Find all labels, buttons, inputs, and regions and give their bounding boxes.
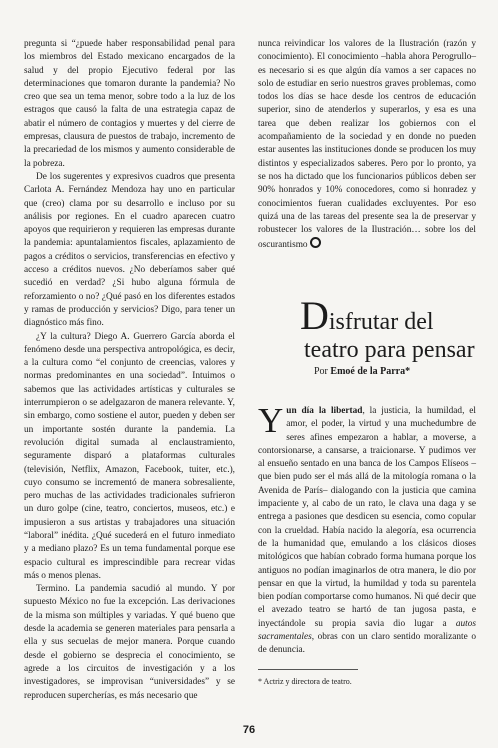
paragraph: [258, 38, 476, 253]
article-body: [258, 401, 476, 658]
drop-cap: Y: [258, 401, 284, 440]
title-line-2: teatro para pensar: [304, 337, 475, 363]
byline: [314, 366, 484, 377]
author-name: Emoé de la Parra*: [330, 366, 411, 377]
title-initial: D: [300, 293, 329, 338]
footnote-divider: [258, 669, 358, 670]
paragraph: De los sugerentes y expresivos cuadros que presenta Carlota A. Fernández Mendoza hay uno en particular que (creo) clama por su desarrollo e incluso por su análisis por regiones. En el cuadro aparecen cuatro apoyos que requirieron y requieren las empresas durante la pandemia: apuntalamientos fiscales, aplazamiento de pagos a créditos o servicios, transferencias en efectivo y acceso a créditos nuevos. ¿No deberíamos saber qué sucedió en verdad? ¿Si hubo alguna fórmula de reforzamiento o no? ¿Qué pasó en los diferentes estados y ramas de producción y servicios? Digo, para tener un diagnóstico más fino.: [24, 171, 235, 329]
italic-phrase: autos sacramentales: [258, 618, 476, 643]
end-of-article-mark-icon: [310, 237, 321, 248]
title-line-1: isfrutar del: [328, 309, 434, 335]
left-column: [24, 38, 235, 703]
body-text: , la justicia, la humildad, el amor, el poder, la virtud y una muchedumbre de seres afines empezaron a hablar, a moverse, a contorsionarse, a cansarse, a traicionarse. Y pudimos ver al ensueño sentado en una banca de los Campos Elíseos –que bien pudo ser el más allá de la mitología romana o la Avenida de París– dialogando con la justicia que camina impaciente y, al cabo de un rato, le clava una daga y se entrega a pasiones que desdicen su esencia, como copular con la crueldad. Había nacido la alegoría, esa ocurrencia de la humanidad que, emulando a los clásicos dioses mitológicos que habían cobrado forma humana porque los antiguos no podían imaginarlos de otra manera, le dio por pensar en que la virtud, la humildad y toda su parentela bien podían comportarse como humanos. Ni qué decir que el avezado teatro se hartó de tan jugosa pasta, e inyectándole su propia savia dio lugar a: [258, 406, 476, 629]
article-title: [300, 293, 480, 364]
footnote: * Actriz y directora de teatro.: [258, 677, 352, 686]
right-column-continuation: [258, 38, 476, 253]
paragraph: [258, 401, 476, 658]
lead-in: un día la libertad: [286, 406, 363, 416]
paragraph: pregunta si “¿puede haber responsabilidad penal para los miembros del Estado mexicano encargados de la salud y del propio Ejecutivo federal por las determinaciones que tomaron durante la pandemia? No creo que sea un tema menor, sobre todo a la luz de los estragos que causó la falta de una estrategia capaz de abatir el número de contagios y muertes y del cierre de empresas, clausura de puestos de trabajo, incremento de la precariedad de los mismos y aumento considerable de la pobreza.: [24, 39, 235, 169]
paragraph: ¿Y la cultura? Diego A. Guerrero García aborda el fenómeno desde una perspectiva antropológica, es decir, a la cultura como “el conjunto de creencias, valores y normas predominantes en una sociedad”. Intuimos o sabemos que las actividades artísticas y culturales se interrumpieron o se adelgazaron de manera relevante. Y, sin embargo, como sostiene el autor, pueden y deben ser un importante sostén durante la pandemia. La revolución digital sumada al enclaustramiento, seguramente disparó a plataformas culturales (televisión, Netflix, Amazon, Facebook, tuiter, etc.), cuyo consumo se incrementó de manera sobresaliente, pero muchas de las actividades tradicionales sufrieron un duro golpe (cine, teatro, conciertos, museos, etc.) e impusieron a sus artistas y trabajadores una situación “laboral” inédita. ¿Qué sucederá en el futuro inmediato y a mediano plazo? Es un tema fundamental porque ese espacio cultural es imprescindible para recrear vidas más o menos plenas.: [24, 331, 235, 581]
byline-prefix: Por: [314, 366, 328, 377]
paragraph: Termino. La pandemia sacudió al mundo. Y por supuesto México no fue la excepción. Las derivaciones de la misma son múltiples y variadas. Y qué bueno que desde la academia se generen materiales para pensarla a ella y sus secuelas de mejor manera. Porque cuando desde el gobierno se desprecia el conocimiento, se agrede a los circuitos de investigación y a los investigadores, se improvisan “universidades” y se reproducen supercherías, es más necesario que: [24, 584, 235, 701]
paragraph-text: nunca reivindicar los valores de la Ilustración (razón y conocimiento). El conocimiento –habla ahora Perogrullo– es necesario si es que algún día vamos a ser capaces no solo de estudiar en serio nuestros graves problemas, como todos los días se hace desde los centros de educación superior, sino de atenderlos y superarlos, y esa es una tarea que deben realizar los gobiernos con el acompañamiento de la sociedad y en donde no pueden estar ausentes las instituciones donde se producen los muy distintos y especializados saberes. Pero por lo pronto, ya se nos ha dictado que los funcionarios públicos deben ser 90% honrados y 10% conocedores, como si honradez y conocimientos fueran cualidades excluyentes. Por eso quizá una de las tareas del presente sea la de preservar y robustecer los valores de la Ilustración… sobre los del oscurantismo: [258, 39, 476, 251]
body-text-end: , obras con un claro sentido moralizante o de denuncia.: [258, 632, 476, 656]
page-number: 76: [242, 724, 256, 736]
